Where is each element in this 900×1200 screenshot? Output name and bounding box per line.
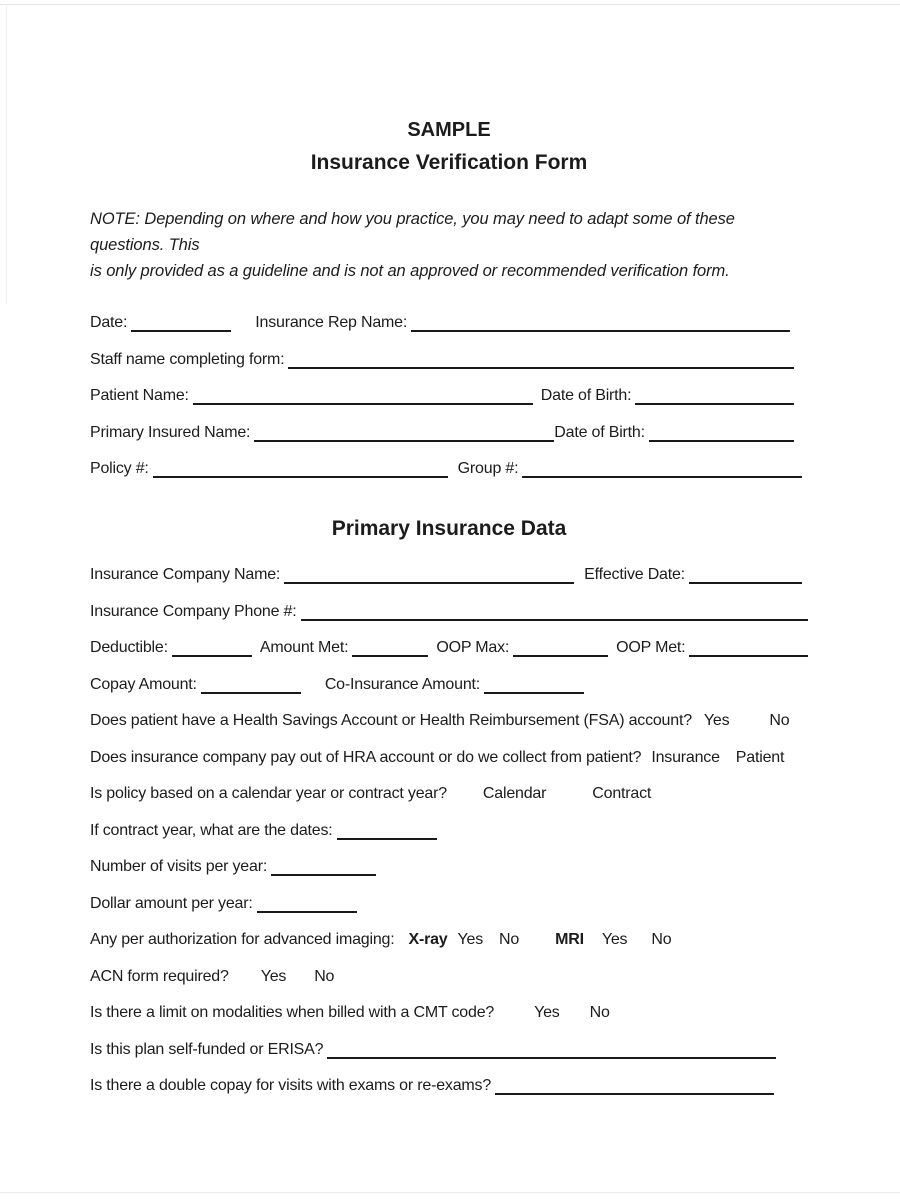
group-number-blank: [522, 470, 802, 478]
cmt-question: Is there a limit on modalities when billed with a CMT code?: [90, 1004, 495, 1021]
form-row-policy-group: [90, 458, 808, 480]
form-row-company-name: [90, 564, 808, 586]
scan-edge-left: [6, 4, 7, 304]
form-row-policy-year: [90, 783, 808, 805]
option-calendar: Calendar: [482, 785, 547, 802]
form-row-visits: [90, 856, 808, 878]
deductible-label: Deductible:: [90, 639, 168, 656]
hra-option-insurance: Insurance: [651, 748, 720, 766]
primary-insurance-section: [90, 564, 808, 1097]
acn-option-no: No: [314, 967, 335, 985]
oop-met-blank: [689, 649, 808, 657]
mri-label: MRI: [555, 931, 584, 948]
hra-question: Does insurance company pay out of HRA account or do we collect from patient?: [90, 748, 642, 766]
insured-dob-blank: [649, 434, 794, 442]
acn-question: ACN form required?: [90, 967, 229, 985]
form-row-acn: [90, 966, 808, 988]
form-row-patient: [90, 385, 808, 407]
visits-per-year-label: Number of visits per year:: [90, 858, 268, 875]
cmt-option-no: No: [589, 1004, 610, 1021]
company-name-label: Insurance Company Name:: [90, 566, 281, 583]
copay-amount-blank: [201, 686, 301, 694]
contract-dates-blank: [337, 832, 437, 840]
patient-dob-blank: [635, 397, 794, 405]
effective-date-label: Effective Date:: [584, 566, 685, 583]
insured-dob-label: Date of Birth:: [554, 423, 645, 441]
cmt-option-yes: Yes: [534, 1004, 560, 1021]
copay-amount-label: Copay Amount:: [90, 675, 197, 693]
form-row-hra: [90, 747, 808, 769]
effective-date-blank: [689, 576, 802, 584]
primary-insured-blank: [254, 434, 554, 442]
form-row-date-rep: [90, 312, 808, 334]
note-paragraph: [90, 206, 808, 284]
xray-option-yes: Yes: [457, 931, 484, 948]
visits-per-year-blank: [271, 868, 376, 876]
deductible-blank: [172, 649, 252, 657]
form-row-imaging: [90, 929, 808, 951]
group-number-label: Group #:: [457, 460, 519, 477]
company-phone-blank: [301, 613, 809, 621]
oop-max-label: OOP Max:: [436, 639, 510, 656]
oop-met-label: OOP Met:: [616, 639, 686, 656]
imaging-auth-label: Any per authorization for advanced imaging:: [90, 931, 395, 948]
double-copay-question: Is there a double copay for visits with exams or re-exams?: [90, 1077, 492, 1094]
mri-option-no: No: [651, 931, 672, 948]
erisa-blank: [327, 1051, 776, 1059]
acn-option-yes: Yes: [260, 967, 287, 985]
patient-name-blank: [193, 397, 533, 405]
patient-name-label: Patient Name:: [90, 387, 189, 404]
note-line-1: NOTE: Depending on where and how you practice, you may need to adapt some of these questions. This: [90, 210, 735, 254]
policy-number-label: Policy #:: [90, 460, 149, 477]
form-row-fsa: [90, 710, 808, 732]
form-row-staff: [90, 349, 808, 371]
form-row-copay: [90, 674, 808, 696]
amount-met-label: Amount Met:: [259, 639, 349, 656]
contract-dates-label: If contract year, what are the dates:: [90, 821, 333, 839]
note-line-2: is only provided as a guideline and is not an approved or recommended verification form.: [90, 262, 730, 280]
date-blank: [131, 324, 231, 332]
primary-insurance-section-title: Primary Insurance Data: [331, 517, 567, 540]
amount-met-blank: [352, 649, 428, 657]
form-row-company-phone: [90, 601, 808, 623]
oop-max-blank: [513, 649, 608, 657]
calendar-question: Is policy based on a calendar year or contract year?: [90, 785, 447, 802]
xray-option-no: No: [499, 931, 520, 948]
form-row-double-copay: [90, 1075, 808, 1097]
patient-dob-label: Date of Birth:: [540, 387, 632, 404]
coinsurance-blank: [484, 686, 584, 694]
primary-insured-label: Primary Insured Name:: [90, 423, 251, 441]
scan-edge-top: [0, 4, 900, 5]
insurance-rep-blank: [411, 324, 790, 332]
page-title: Insurance Verification Form: [310, 151, 588, 174]
erisa-question: Is this plan self-funded or ERISA?: [90, 1040, 324, 1058]
staff-name-label: Staff name completing form:: [90, 350, 285, 368]
dollar-per-year-blank: [257, 905, 357, 913]
form-row-contract-dates: [90, 820, 808, 842]
company-name-blank: [284, 576, 574, 584]
dollar-per-year-label: Dollar amount per year:: [90, 894, 253, 912]
policy-number-blank: [153, 470, 448, 478]
mri-option-yes: Yes: [601, 931, 628, 948]
form-row-deductible: [90, 637, 808, 659]
xray-label: X-ray: [408, 931, 448, 948]
staff-name-blank: [288, 361, 794, 369]
hra-option-patient: Patient: [735, 748, 785, 766]
date-label: Date:: [90, 314, 128, 331]
form-row-erisa: [90, 1039, 808, 1061]
coinsurance-label: Co-Insurance Amount:: [324, 675, 481, 693]
scan-edge-bottom: [0, 1192, 900, 1193]
sample-heading: SAMPLE: [407, 119, 491, 141]
fsa-question: Does patient have a Health Savings Account or Health Reimbursement (FSA) account?: [90, 712, 692, 729]
insurance-rep-label: Insurance Rep Name:: [255, 314, 408, 331]
form-row-primary-insured: [90, 422, 808, 444]
fsa-option-no: No: [769, 712, 790, 729]
option-contract: Contract: [592, 785, 652, 802]
form-row-cmt: [90, 1002, 808, 1024]
double-copay-blank: [495, 1087, 774, 1095]
company-phone-label: Insurance Company Phone #:: [90, 602, 297, 620]
fsa-option-yes: Yes: [703, 712, 730, 729]
general-info-section: [90, 312, 808, 480]
form-row-dollar: [90, 893, 808, 915]
